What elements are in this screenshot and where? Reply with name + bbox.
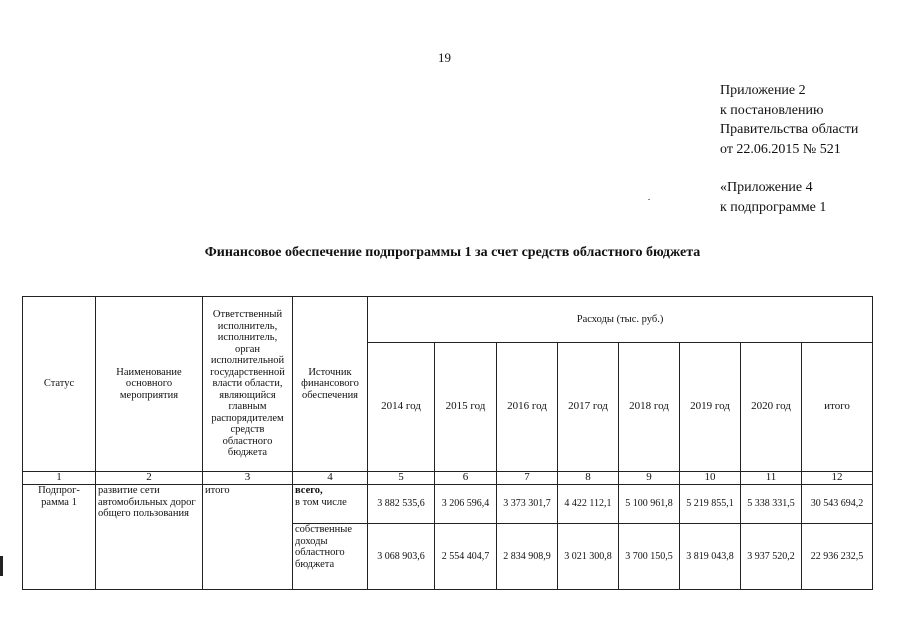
value-cell: 3 373 301,7 — [497, 485, 558, 524]
column-number: 8 — [558, 472, 619, 485]
appendix-line: к постановлению — [720, 102, 824, 118]
source-label-bold: всего, — [295, 485, 323, 496]
row-name: развитие сети автомобильных дорог общего пользования — [96, 485, 203, 590]
value-cell: 3 882 535,6 — [368, 485, 435, 524]
scan-speck — [648, 199, 650, 200]
document-title: Финансовое обеспечение подпрограммы 1 за счет средств областного бюджета — [204, 245, 701, 260]
value-cell: 4 422 112,1 — [558, 485, 619, 524]
header-year: 2017 год — [558, 343, 619, 472]
column-number: 5 — [368, 472, 435, 485]
header-source: Источник финансового обеспечения — [293, 297, 368, 472]
column-number: 11 — [741, 472, 802, 485]
value-cell: 5 338 331,5 — [741, 485, 802, 524]
header-name: Наименование основного мероприятия — [96, 297, 203, 472]
source-label-rest: в том числе — [295, 496, 347, 508]
column-number: 1 — [23, 472, 96, 485]
value-cell-total: 30 543 694,2 — [802, 485, 873, 524]
header-executor: Ответственный исполнитель, исполнитель, орган исполнительной государственной власти области, являющийся главным распорядителем средств областного бюджета — [203, 297, 293, 472]
header-year: 2019 год — [680, 343, 741, 472]
source-total — [293, 485, 368, 524]
column-number: 6 — [435, 472, 497, 485]
scan-edge-mark — [0, 556, 3, 576]
row-executor: итого — [203, 485, 293, 590]
value-cell-total: 22 936 232,5 — [802, 524, 873, 590]
appendix-sub-line: «Приложение 4 — [720, 180, 813, 195]
appendix-line: Приложение 2 — [720, 83, 806, 98]
value-cell: 3 021 300,8 — [558, 524, 619, 590]
appendix-line: Правительства области — [720, 122, 859, 137]
value-cell: 2 554 404,7 — [435, 524, 497, 590]
column-number: 3 — [203, 472, 293, 485]
header-total: итого — [802, 343, 873, 472]
source-own-revenue: собственные доходы областного бюджета — [293, 524, 368, 590]
header-year: 2018 год — [619, 343, 680, 472]
page-number: 19 — [438, 50, 451, 65]
column-number: 9 — [619, 472, 680, 485]
column-number: 10 — [680, 472, 741, 485]
row-status: Подпрог-рамма 1 — [23, 485, 96, 590]
value-cell: 3 937 520,2 — [741, 524, 802, 590]
value-cell: 5 100 961,8 — [619, 485, 680, 524]
header-status: Статус — [23, 297, 96, 472]
budget-table — [22, 296, 873, 590]
column-number: 2 — [96, 472, 203, 485]
header-year: 2015 год — [435, 343, 497, 472]
value-cell: 3 206 596,4 — [435, 485, 497, 524]
value-cell: 2 834 908,9 — [497, 524, 558, 590]
column-number: 7 — [497, 472, 558, 485]
appendix-line: от 22.06.2015 № 521 — [720, 141, 841, 157]
header-year: 2016 год — [497, 343, 558, 472]
value-cell: 3 819 043,8 — [680, 524, 741, 590]
value-cell: 3 700 150,5 — [619, 524, 680, 590]
column-number: 4 — [293, 472, 368, 485]
header-year: 2020 год — [741, 343, 802, 472]
value-cell: 3 068 903,6 — [368, 524, 435, 590]
header-expenses: Расходы (тыс. руб.) — [368, 297, 873, 343]
appendix-sub-line: к подпрограмме 1 — [720, 199, 827, 215]
value-cell: 5 219 855,1 — [680, 485, 741, 524]
column-number: 12 — [802, 472, 873, 485]
header-year: 2014 год — [368, 343, 435, 472]
appendix-block — [720, 81, 858, 217]
